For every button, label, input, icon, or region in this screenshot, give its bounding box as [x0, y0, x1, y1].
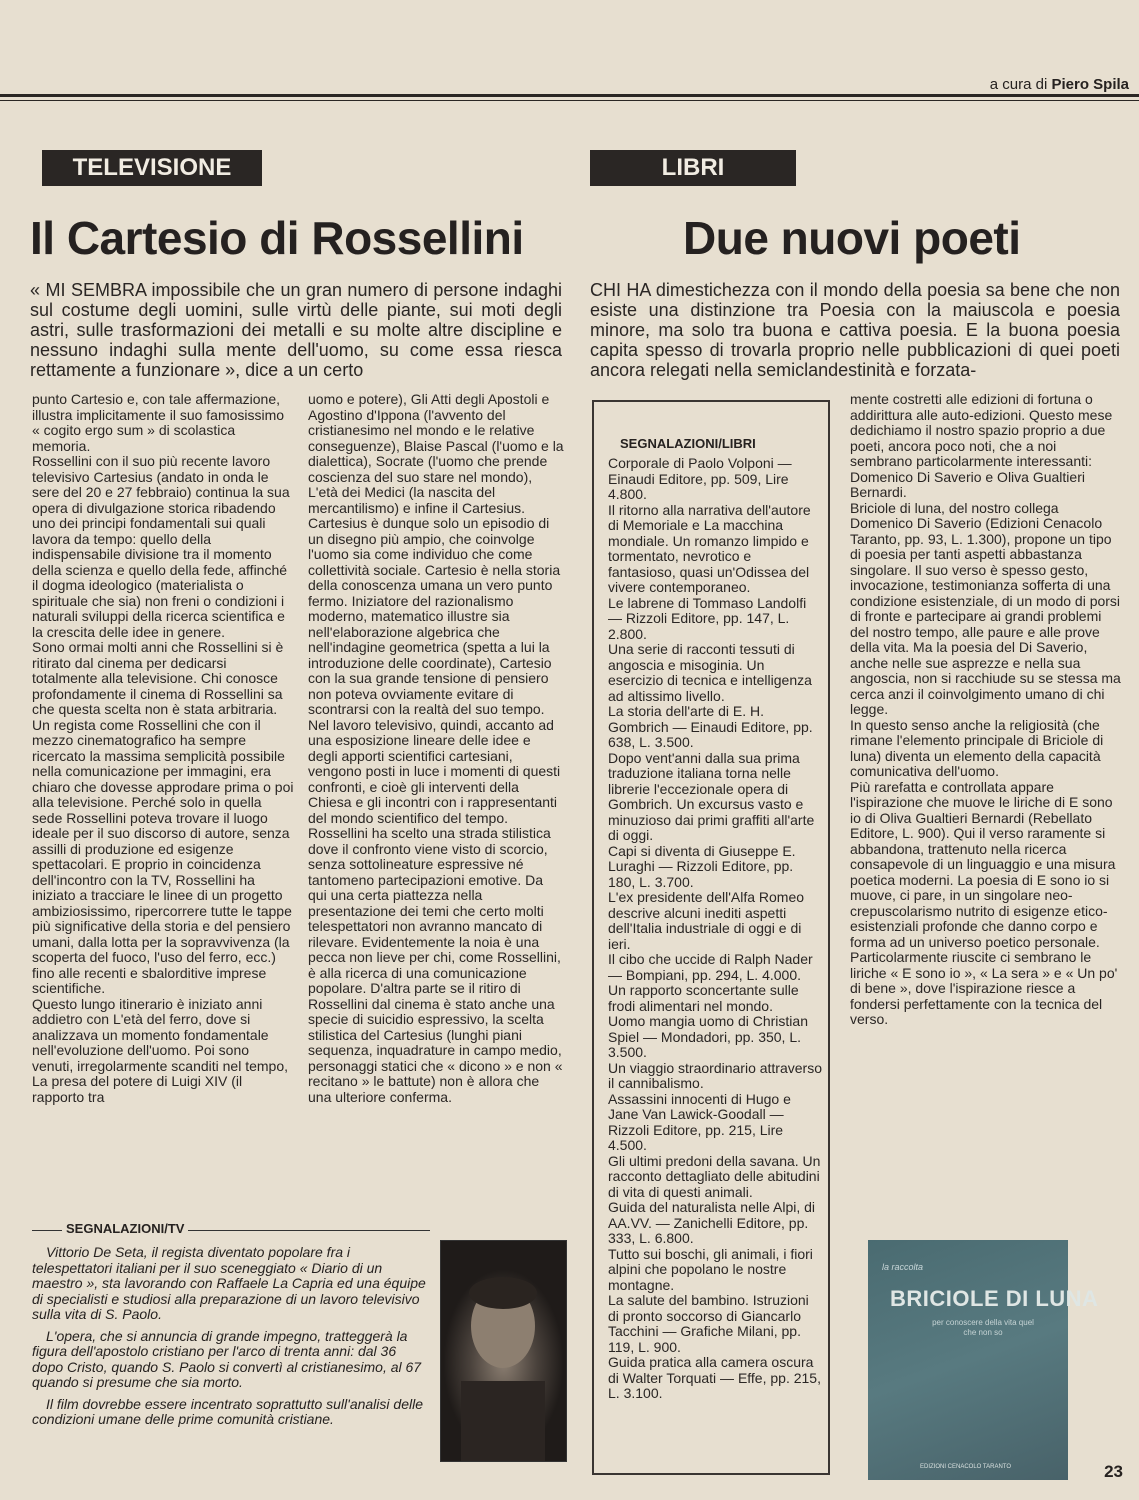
list-item: La storia dell'arte di E. H. Gombrich — Einaudi Editore, pp. 638, L. 3.500. — [608, 703, 813, 750]
list-item: Assassini innocenti di Hugo e Jane Van Lawick-Goodall — Rizzoli Editore, pp. 215, Lire 4.500. — [608, 1090, 791, 1153]
tv-lead: « MI SEMBRA impossibile che un gran numero di persone indaghi sul costume degli uomini, sulle virtù delle piante, sui moti degli astri, sulle trasformazioni dei metalli e su molte altre discipline e nessuno indaghi sulla mente dell'uomo, su come essa riesca rettamente a funzionare », dice a un certo — [30, 280, 562, 380]
paragraph: uomo e potere), Gli Atti degli Apostoli e Agostino d'Ippona (l'avvento del cristianesimo nel mondo e le relative conseguenze), Blaise Pascal (l'uomo e la dialettica), Socrate (l'uomo che prende coscienza del suo stare nel mondo), L'età dei Medici (la nascita del mercantilismo) e infine il Cartesius. — [308, 392, 564, 516]
segnalazioni-tv-text — [32, 1245, 427, 1485]
byline-author: Piero Spila — [1051, 76, 1129, 93]
list-item: Il ritorno alla narrativa dell'autore di Memoriale e La macchina mondiale. Un romanzo limpido e tormentato, nevrotico e fantasioso, quasi un'Odissea del vivere contemporaneo. — [608, 501, 811, 595]
byline-prefix: a cura di — [989, 76, 1048, 93]
portrait-photo — [440, 1240, 567, 1462]
list-item: Uomo mangia uomo di Christian Spiel — Mondadori, pp. 350, L. 3.500. — [608, 1013, 808, 1060]
list-item: Il cibo che uccide di Ralph Nader — Bompiani, pp. 294, L. 4.000. — [608, 951, 813, 983]
book-cover — [868, 1240, 1099, 1480]
list-item: Gli ultimi predoni della savana. Un racconto dettagliato delle abitudini di vita di questi animali. — [608, 1152, 821, 1200]
list-item: Capi si diventa di Giuseppe E. Luraghi — Rizzoli Editore, pp. 180, L. 3.700. — [608, 842, 796, 890]
list-item: Dopo vent'anni dalla sua prima traduzione italiana torna nelle librerie l'eccezionale opera di Gombrich. Un excursus vasto e minuzioso dai primi graffiti all'arte di oggi. — [608, 749, 815, 843]
list-item: L'ex presidente dell'Alfa Romeo descrive alcuni inediti aspetti dell'Italia industriale di oggi e di ieri. — [608, 889, 805, 952]
paragraph: L'opera, che si annuncia di grande impegno, tratteggerà la figura dell'apostolo cristiano per l'arco di trenta anni: dal 36 dopo Cristo, quando S. Paolo si convertì al cristianesimo, al 67 quando si presume che sia morto. — [32, 1327, 422, 1390]
paragraph: Rossellini con il suo più recente lavoro televisivo Cartesius (andato in onda le sere del 20 e 27 febbraio) continua la sua opera di divulgazione storica ribadendo uno dei principi fondamentali sui quali lavora da tempo: quello della indispensabile divisione tra il momento della scienza e quello della fede, affinché il dogma ideologico (materialista o spirituale che sia) non freni o condizioni i naturali sviluppi della ricerca scientifica e la crescita delle idee in genere. — [32, 453, 290, 640]
list-item: Tutto sui boschi, gli animali, i fiori alpini che popolano le nostre montagne. — [608, 1245, 813, 1293]
paragraph: Nel lavoro televisivo, quindi, accanto ad una esposizione lineare delle idee e degli apporti scientifici cartesiani, vengono posti in luce i momenti di questi confronti, e cioè gli interventi della Chiesa e gli incontri con i rappresentanti del mondo scientifico del tempo. — [308, 716, 561, 826]
list-item: Guida pratica alla camera oscura di Walter Torquati — Effe, pp. 215, L. 3.100. — [608, 1354, 821, 1401]
book-cover-tagline: per conoscere della vita quel che non so — [932, 1318, 1034, 1337]
list-item: Guida del naturalista nelle Alpi, di AA.VV. — Zanichelli Editore, pp. 333, L. 6.800. — [608, 1199, 816, 1246]
libri-headline: Due nuovi poeti — [683, 212, 1021, 264]
byline — [990, 76, 1129, 93]
list-item: Un viaggio straordinario attraverso il cannibalismo. — [608, 1059, 822, 1091]
paragraph: Cartesius è dunque solo un episodio di un disegno più ampio, che coinvolge l'uomo sia come individuo che come collettività sociale. Cartesio è nella storia della conoscenza umana un vero punto fermo. Iniziatore del razionalismo moderno, matematico illustre sia nell'elaborazione algebrica che nell'indagine geometrica (spetta a lui la introduzione delle coordinate), Cartesio con la sua grande tensione di pensiero non poteva ovviamente evitare di scontrarsi con la realtà del suo tempo. — [308, 515, 561, 717]
paragraph: Questo lungo itinerario è iniziato anni addietro con L'età del ferro, dove si analizzava un momento fondamentale nell'evoluzione dell'uomo. Poi sono venuti, irregolarmente scanditi nel tempo, La presa del potere di Luigi XIV (il rapporto tra — [32, 995, 289, 1105]
list-item: Le labrene di Tommaso Landolfi — Rizzoli Editore, pp. 147, L. 2.800. — [608, 594, 807, 642]
paragraph: mente costretti alle edizioni di fortuna o addirittura alle auto-edizioni. Questo mese dedichiamo il nostro spazio proprio a due poeti, ancora poco noti, che a noi sembrano particolarmente interessanti: Domenico Di Saverio e Oliva Gualtieri Bernardi. — [850, 392, 1113, 500]
paragraph: Particolarmente riuscite ci sembrano le liriche « E sono io », « La sera » e « Un po' di bene », dove l'ispirazione riesce a fondersi perfettamente con la tecnica del verso. — [850, 949, 1118, 1027]
paragraph: Più rarefatta e controllata appare l'ispirazione che muove le liriche di E sono io di Oliva Gualtieri Bernardi (Rebellato Editore, L. 900). Qui il verso raramente si abbandona, trattenuto nella ricerca consapevole di un linguaggio e una misura poetica moderni. La poesia di E sono io si muove, ci pare, in un singolare neo-crepuscolarismo nutrito di esigenze etico-esistenziali profonde che danno corpo e forma ad un universo poetico personale. — [850, 778, 1116, 950]
list-item: Una serie di racconti tessuti di angoscia e misoginia. Un esercizio di tecnica e intelligenza ad altissimo livello. — [608, 641, 812, 704]
segnalazioni-libri-title: SEGNALAZIONI/LIBRI — [620, 436, 756, 451]
book-cover-subtitle: la raccolta — [882, 1262, 924, 1272]
tv-headline: Il Cartesio di Rossellini — [30, 212, 524, 264]
paragraph: Rossellini ha scelto una strada stilistica dove il confronto viene visto di scorcio, senza sottolineature espressive né tantomeno partecipazioni emotive. Da qui una certa piattezza nella presentazione dei temi che certo molti telespettatori non avranno mancato di rilevare. Evidentemente la noia è una pecca non lieve per chi, come Rossellini, è alla ricerca di una comunicazione popolare. D'altra parte se il ritiro di Rossellini dal cinema è stato anche una specie di suicidio espressivo, la scelta stilistica del Cartesius (lunghi piani sequenza, inquadrature in campo medio, personaggi statici che « dicono » e non « recitano » le battute) non è allora che una ulteriore conferma. — [308, 825, 563, 1105]
paragraph: Vittorio De Seta, il regista diventato popolare fra i telespettatori italiani per il suo sceneggiato « Diario di un maestro », sta lavorando con Raffaele La Capria ed una équipe di specialisti e studiosi alla preparazione di un lavoro televisivo sulla vita di S. Paolo. — [32, 1245, 426, 1322]
list-item: Un rapporto sconcertante sulle frodi alimentari nel mondo. — [608, 982, 799, 1014]
section-label-libri: LIBRI — [590, 150, 796, 186]
tv-column-2 — [308, 392, 564, 1212]
paragraph: Il film dovrebbe essere incentrato soprattutto sull'analisi delle condizioni umane delle prime comunità cristiane. — [32, 1395, 423, 1427]
page-number: 23 — [1104, 1462, 1123, 1481]
book-cover-title: BRICIOLE DI LUNA — [890, 1286, 1099, 1311]
paragraph: Sono ormai molti anni che Rossellini si è ritirato dal cinema per dedicarsi totalmente alla televisione. Chi conosce profondamente il cinema di Rossellini sa che questa scelta non è stata arbitraria. Un regista come Rossellini che con il mezzo cinematografico ha sempre ricercato la massima semplicità possibile nella comunicazione per immagini, era chiaro che dovesse approdare prima o poi alla televisione. Perché solo in quella sede Rossellini poteva trovare il luogo ideale per il suo discorso di autore, senza assilli di produzione ed esigenze spettacolari. E proprio in coincidenza dell'incontro con la TV, Rossellini ha iniziato a tracciare le linee di un progetto ambiziosissimo, ripercorrere tutte le tappe più significative della storia e del pensiero umani, dalla lotta per la sopravvivenza (la scoperta del fuoco, l'uso del ferro, ecc.) fino alle recenti e sbalorditive imprese scientifiche. — [32, 639, 294, 996]
list-item: La salute del bambino. Istruzioni di pronto soccorso di Giancarlo Tacchini — Grafiche Milani, pp. 119, L. 900. — [608, 1292, 809, 1355]
paragraph: punto Cartesio e, con tale affermazione, illustra implicitamente il suo famosissimo « cogito ergo sum » di scolastica memoria. — [32, 392, 285, 454]
section-label-televisione: TELEVISIONE — [42, 150, 262, 186]
header-rule — [0, 94, 1139, 97]
segnalazioni-libri-list — [608, 456, 822, 1466]
paragraph: Briciole di luna, del nostro collega Domenico Di Saverio (Edizioni Cenacolo Taranto, pp. 93, L. 1.300), propone un tipo di poesia per tanti aspetti abbastanza singolare. Il suo verso è spesso gesto, invocazione, testimonianza sofferta di una condizione esistenziale, di un modo di porsi di fronte e partecipare ai grandi problemi del nostro tempo, alle paure e alle prove della vita. Ma la poesia del Di Saverio, anche nelle sue asprezze e nella sua angoscia, non si racchiude su se stessa ma cerca anzi il coinvolgimento umano di chi legge. — [850, 499, 1121, 717]
header-rule-thin — [0, 100, 1139, 101]
libri-lead: CHI HA dimestichezza con il mondo della poesia sa bene che non esiste una distinzione tra Poesia con la maiuscola e poesia minore, ma solo tra buona e cattiva poesia. E la buona poesia capita spesso di trovarla proprio nelle pubblicazioni di quei poeti ancora relegati nella semiclandestinità e forzata- — [590, 280, 1120, 380]
book-cover-publisher: EDIZIONI CENACOLO TARANTO — [920, 1464, 1012, 1470]
paragraph: In questo senso anche la religiosità (che rimane l'elemento principale di Briciole di luna) diventa un elemento della capacità comunicativa dell'uomo. — [850, 716, 1104, 779]
segnalazioni-tv-title: SEGNALAZIONI/TV — [62, 1221, 188, 1236]
list-item: Corporale di Paolo Volponi — Einaudi Editore, pp. 509, Lire 4.800. — [608, 456, 792, 502]
tv-column-1 — [32, 392, 294, 1212]
libri-column-3 — [850, 392, 1122, 1212]
